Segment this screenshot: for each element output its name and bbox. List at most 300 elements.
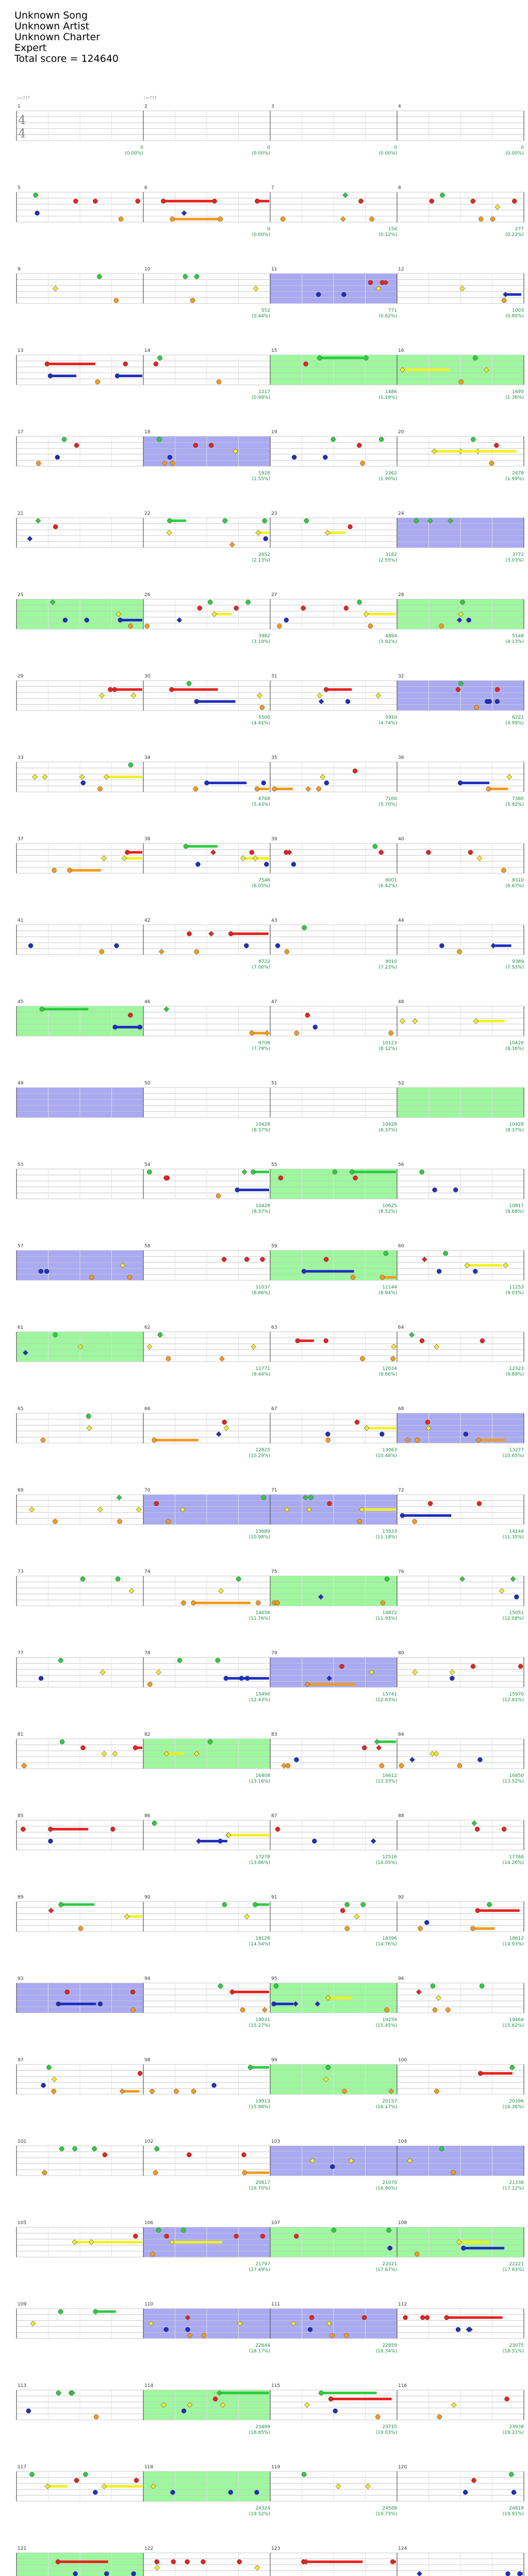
score-percentage: (5.92%) (505, 802, 524, 807)
note (418, 1926, 422, 1931)
score-percentage: (14.26%) (502, 1860, 524, 1866)
cumulative-score: 277 (515, 227, 524, 232)
note (73, 2146, 77, 2151)
score-percentage: (7.53%) (505, 965, 524, 970)
note (274, 1984, 278, 1988)
cumulative-score: 2478 (512, 471, 524, 476)
hopo-note (495, 205, 500, 210)
score-percentage: (4.41%) (252, 721, 270, 726)
measure-number: 20 (398, 430, 404, 435)
measure-number: 86 (144, 1814, 151, 1819)
note (512, 199, 517, 204)
score-percentage: (16.70%) (249, 2186, 270, 2191)
score-percentage: (0.00%) (378, 151, 397, 156)
note (443, 1251, 448, 1256)
note (92, 2146, 97, 2151)
measure-number: 93 (18, 1976, 24, 1981)
note (360, 1357, 365, 1361)
cumulative-score: 13277 (509, 1448, 524, 1453)
hopo-note (89, 2240, 94, 2245)
score-percentage: (3.19%) (252, 639, 270, 645)
note (368, 624, 373, 629)
note (357, 600, 362, 604)
note (316, 292, 321, 297)
note (362, 2315, 367, 2320)
hopo-note (430, 1751, 435, 1756)
note (495, 687, 500, 692)
measure-number: 3 (271, 104, 274, 109)
note (171, 2490, 175, 2495)
note (95, 380, 100, 384)
note (89, 1275, 94, 1280)
score-percentage: (12.08%) (502, 1616, 524, 1621)
score-percentage: (19.91%) (502, 2512, 524, 2517)
note (108, 687, 112, 692)
hopo-note (226, 1833, 231, 1838)
measure-number: 82 (144, 1732, 151, 1737)
note (48, 374, 53, 378)
note (255, 787, 259, 791)
measure-number: 76 (398, 1569, 404, 1574)
hopo-note (210, 850, 216, 855)
measure-number: 78 (144, 1651, 151, 1656)
score-percentage: (16.36%) (502, 2105, 524, 2110)
note (170, 461, 175, 466)
score-percentage: (4.74%) (378, 721, 397, 726)
note (284, 850, 289, 855)
cumulative-score: 19464 (509, 2018, 524, 2023)
note (100, 950, 104, 954)
note (55, 455, 60, 460)
hopo-note (120, 2089, 125, 2094)
note (166, 1357, 171, 1361)
measure-number: 92 (398, 1895, 404, 1900)
note (458, 781, 463, 785)
measure-number: 114 (144, 2383, 154, 2388)
hopo-note (503, 1263, 508, 1268)
note (439, 2146, 444, 2151)
note (458, 681, 463, 686)
measure-number: 6 (144, 185, 147, 191)
hopo-note (256, 530, 261, 535)
hopo-note (100, 693, 105, 698)
note (80, 1577, 85, 1581)
measure-number: 34 (144, 755, 151, 760)
score-percentage: (8.37%) (505, 1128, 524, 1133)
note (440, 193, 444, 197)
note (237, 2560, 242, 2564)
note (502, 1827, 506, 1832)
score-percentage: (19.52%) (249, 2512, 270, 2517)
note (470, 1926, 475, 1931)
note (330, 2333, 335, 2338)
hopo-note (48, 1908, 54, 1913)
note (330, 2164, 335, 2169)
note (248, 2065, 253, 2070)
note (294, 1757, 299, 1762)
cumulative-score: 1003 (512, 308, 524, 313)
note (150, 2089, 155, 2094)
note (471, 1664, 475, 1669)
hopo-note (336, 2484, 341, 2489)
hopo-note (102, 856, 107, 861)
note (213, 2397, 218, 2401)
score-percentage: (17.67%) (375, 2267, 397, 2273)
note (138, 1025, 142, 1029)
score-percentage: (5.43%) (252, 802, 270, 807)
note (251, 1170, 256, 1174)
measure-number: 75 (271, 1569, 277, 1574)
score-percentage: (1.55%) (252, 477, 270, 482)
note (272, 2002, 276, 2006)
note (60, 1739, 64, 1744)
hopo-note (156, 1670, 161, 1675)
score-percentage: (13.16%) (249, 1779, 270, 1784)
score-percentage: (7.00%) (252, 965, 270, 970)
measure-number: 18 (144, 430, 151, 435)
measure-number: 69 (18, 1488, 24, 1493)
hopo-note (196, 1839, 201, 1844)
cumulative-score: 14658 (255, 1611, 270, 1616)
measure-number: 39 (271, 837, 277, 842)
note (134, 2478, 139, 2483)
note (332, 2228, 336, 2232)
note (264, 862, 269, 867)
score-percentage: (9.66%) (378, 1372, 397, 1377)
note (41, 2083, 46, 2088)
measure-number: 124 (398, 2546, 407, 2551)
cumulative-score: 1217 (258, 389, 270, 395)
score-percentage: (12.81%) (502, 1698, 524, 1703)
measure-number: 59 (271, 1244, 277, 1249)
note (459, 380, 464, 384)
note (275, 1827, 280, 1832)
hopo-note (27, 536, 32, 541)
cumulative-score: 19913 (255, 2099, 270, 2104)
score-percentage: (15.98%) (249, 2105, 270, 2110)
note (487, 1902, 492, 1907)
note (339, 1664, 344, 1669)
note (44, 1269, 49, 1274)
hopo-note (52, 2077, 57, 2082)
hopo-note (72, 2240, 77, 2245)
hopo-note (155, 2565, 160, 2570)
score-percentage: (6.67%) (505, 884, 524, 889)
note (190, 298, 195, 303)
cumulative-score: 0 (267, 145, 270, 150)
hopo-note (100, 1670, 105, 1675)
note (324, 781, 329, 785)
score-percentage: (0.00%) (505, 151, 524, 156)
cumulative-score: 10817 (509, 1204, 524, 1209)
note (420, 1170, 424, 1174)
note (357, 443, 361, 448)
cumulative-score: 18612 (509, 1936, 524, 1941)
note (183, 274, 188, 279)
time-signature: 4 (18, 113, 26, 127)
score-percentage: (12.43%) (249, 1698, 270, 1703)
note (93, 2490, 97, 2495)
measure-number: 119 (271, 2465, 280, 2470)
cumulative-score: 12034 (382, 1366, 397, 1371)
measure-number: 108 (398, 2221, 407, 2226)
note (46, 2065, 51, 2070)
note (93, 199, 97, 204)
note (473, 1269, 477, 1274)
note (56, 2391, 61, 2395)
hopo-note (354, 1914, 359, 1919)
note (490, 217, 495, 222)
measure-number: 115 (271, 2383, 280, 2388)
note (389, 1031, 393, 1036)
measure-number: 123 (271, 2546, 280, 2551)
note (475, 1827, 480, 1832)
score-percentage: (10.65%) (502, 1453, 524, 1459)
note (451, 2171, 455, 2175)
score-percentage: (13.52%) (502, 1779, 524, 1784)
hopo-note (104, 774, 109, 779)
measure-number: 53 (18, 1162, 24, 1167)
note (326, 2065, 331, 2070)
note (489, 461, 494, 466)
note (474, 705, 479, 710)
note (473, 355, 477, 360)
note (313, 1025, 318, 1029)
note (477, 1501, 482, 1506)
hopo-note (253, 286, 258, 291)
measure-number: 91 (271, 1895, 277, 1900)
note (453, 1188, 458, 1192)
hopo-note (376, 693, 381, 698)
measure-number: 63 (271, 1325, 277, 1330)
cumulative-score: 9389 (512, 959, 524, 964)
measure-number: 47 (271, 999, 277, 1005)
hopo-note (53, 286, 58, 291)
note (324, 687, 328, 692)
measure-number: 31 (271, 674, 277, 679)
hopo-note (124, 1914, 129, 1919)
note (181, 1601, 186, 1605)
hopo-note (242, 1170, 247, 1175)
note (415, 1438, 420, 1443)
note (147, 1170, 152, 1174)
note (302, 925, 307, 930)
note (166, 1519, 171, 1524)
score-percentage: (6.05%) (252, 884, 270, 889)
measure-number: 113 (18, 2383, 27, 2388)
hopo-note (29, 1507, 35, 1512)
measure-number: 80 (398, 1651, 404, 1656)
note (223, 518, 227, 523)
hopo-note (219, 1588, 224, 1594)
measure-number: 83 (271, 1732, 277, 1737)
note (353, 1176, 358, 1180)
cumulative-score: 5910 (385, 715, 397, 720)
cumulative-score: 6768 (258, 796, 270, 802)
measure-number: 71 (271, 1488, 277, 1493)
note (234, 2234, 239, 2239)
note (400, 1513, 405, 1518)
measure-number: 29 (18, 674, 24, 679)
song-charter: Unknown Charter (14, 31, 100, 43)
note (154, 1501, 159, 1506)
measure-number: 27 (271, 592, 277, 598)
hopo-note (364, 612, 369, 617)
note (437, 2415, 442, 2419)
score-percentage: (0.22%) (505, 232, 524, 238)
measure-number: 12 (398, 267, 404, 272)
hopo-note (366, 2484, 371, 2489)
measure-number: 46 (144, 999, 151, 1005)
note (385, 1577, 389, 1581)
measure-number: 41 (18, 918, 24, 923)
song-artist: Unknown Artist (14, 21, 90, 32)
note (217, 380, 221, 384)
cumulative-score: 17278 (255, 1855, 270, 1860)
cumulative-score: 9010 (385, 959, 397, 964)
measure-number: 121 (18, 2546, 27, 2551)
measure-number: 32 (398, 674, 404, 679)
note (125, 850, 129, 855)
note (450, 1676, 454, 1681)
note (348, 524, 353, 529)
note (39, 1269, 43, 1274)
note (181, 2228, 186, 2232)
note (56, 2560, 60, 2564)
note (164, 2234, 169, 2239)
cumulative-score: 19031 (255, 2018, 270, 2023)
note (308, 1495, 313, 1500)
note (128, 762, 133, 767)
note (244, 943, 249, 948)
note (286, 1764, 290, 1768)
measure-number: 14 (144, 348, 151, 353)
note (153, 2171, 158, 2175)
hopo-note (491, 943, 496, 948)
measure-number: 38 (144, 837, 151, 842)
note (235, 1188, 240, 1192)
score-percentage: (19.73%) (375, 2512, 397, 2517)
measure-number: 40 (398, 837, 404, 842)
note (65, 1990, 70, 1994)
cumulative-score: 1695 (512, 389, 524, 395)
note (373, 844, 377, 849)
note (128, 624, 133, 629)
note (63, 618, 68, 622)
score-percentage: (8.12%) (378, 1046, 397, 1052)
note (118, 1519, 122, 1524)
note (379, 850, 384, 855)
measure-number: 107 (271, 2221, 280, 2226)
note (186, 2327, 190, 2332)
note (157, 437, 161, 442)
note (216, 1194, 221, 1198)
note (240, 2008, 245, 2012)
note (194, 274, 199, 279)
cumulative-score: 10428 (382, 1122, 397, 1127)
note (187, 931, 192, 936)
note (250, 1031, 254, 1036)
note (216, 1658, 220, 1663)
measure-number: 33 (18, 755, 24, 760)
hopo-note (503, 292, 508, 297)
note (304, 518, 309, 523)
measure-number: 26 (144, 592, 151, 598)
note (212, 2083, 217, 2088)
note (412, 1519, 417, 1524)
cumulative-score: 15490 (255, 1692, 270, 1697)
cumulative-score: 12323 (509, 1366, 524, 1371)
note (202, 2333, 206, 2338)
measure-number: 117 (18, 2465, 27, 2470)
note (275, 943, 280, 948)
note (171, 2560, 176, 2564)
note (323, 455, 327, 460)
note (73, 199, 78, 204)
note (168, 455, 172, 460)
cumulative-score: 15741 (382, 1692, 397, 1697)
score-percentage: (16.17%) (375, 2105, 397, 2110)
note (463, 2490, 468, 2495)
note (457, 1764, 462, 1768)
score-percentage: (1.36%) (505, 395, 524, 400)
note (163, 1176, 168, 1180)
note (345, 1902, 350, 1907)
note (115, 374, 120, 378)
note (357, 1519, 362, 1524)
note (291, 862, 296, 867)
note (78, 1926, 83, 1931)
note (193, 787, 198, 791)
cumulative-score: 6221 (512, 715, 524, 720)
note (342, 2089, 347, 2094)
measure-number: 103 (271, 2139, 280, 2144)
cumulative-score: 24324 (255, 2506, 270, 2511)
measure-number: 81 (18, 1732, 24, 1737)
note (262, 518, 267, 523)
note (250, 850, 254, 855)
note (41, 1438, 45, 1443)
note (380, 1275, 385, 1280)
note (275, 1601, 280, 1605)
note (457, 950, 462, 954)
note (234, 606, 239, 611)
measure-number: 24 (398, 511, 404, 516)
cumulative-score: 2362 (385, 471, 397, 476)
note (439, 624, 444, 629)
measure-number: 70 (144, 1488, 151, 1493)
note (380, 1764, 384, 1768)
note (340, 1908, 345, 1913)
note (40, 1007, 44, 1011)
measure-number: 120 (398, 2465, 407, 2470)
note (244, 1257, 249, 1262)
score-percentage: (16.90%) (375, 2186, 397, 2191)
cumulative-score: 16408 (255, 1773, 270, 1778)
hopo-note (147, 1344, 152, 1349)
note (145, 624, 150, 629)
hopo-note (229, 542, 235, 547)
measure-number: 68 (398, 1406, 404, 1412)
hopo-note (376, 1745, 382, 1750)
cumulative-score: 18126 (255, 1936, 270, 1941)
measure-number: 37 (18, 837, 24, 842)
measure-number: 22 (144, 511, 151, 516)
note (93, 2309, 98, 2314)
note (22, 1764, 26, 1768)
cumulative-score: 21797 (255, 2262, 270, 2267)
cumulative-score: 17516 (382, 1855, 397, 1860)
